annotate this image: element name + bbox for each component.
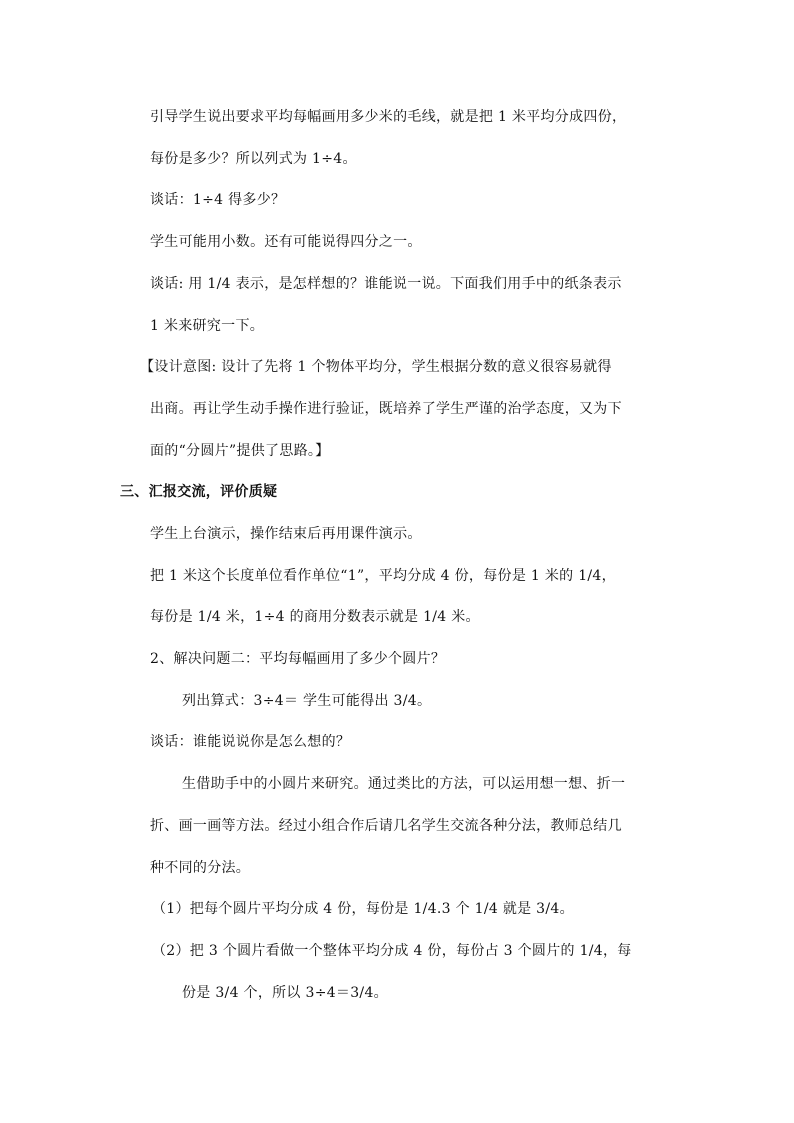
- dialogue-line-1: 谈话：1÷4 得多少？: [150, 192, 286, 208]
- problem-two-line: 2、解决问题二：平均每幅画用了多少个圆片？: [150, 651, 446, 667]
- section-heading: 三、汇报交流，评价质疑: [120, 484, 278, 500]
- paragraph-line-6: 把 1 米这个长度单位看作单位“1”，平均分成 4 份，每份是 1 米的 1/4，: [150, 568, 616, 584]
- design-intent-line-2: 出商。再让学生动手操作进行验证，既培养了学生严谨的治学态度，又为下: [150, 401, 622, 417]
- equation-line: 列出算式：3÷4＝ 学生可能得出 3/4。: [182, 693, 432, 709]
- paragraph-line-3: 学生可能用小数。还有可能说得四分之一。: [150, 234, 422, 250]
- paragraph-line-4: 1 米来研究一下。: [150, 318, 265, 334]
- method-one-line: （1）把每个圆片平均分成 4 份，每份是 1/4.3 个 1/4 就是 3/4。: [152, 901, 574, 917]
- paragraph-line-10: 种不同的分法。: [150, 860, 251, 876]
- paragraph-line-7: 每份是 1/4 米，1÷4 的商用分数表示就是 1/4 米。: [150, 609, 480, 625]
- method-two-line-2: 份是 3/4 个，所以 3÷4＝3/4。: [182, 985, 388, 1001]
- paragraph-line-9: 折、画一画等方法。经过小组合作后请几名学生交流各种分法，教师总结几: [150, 818, 622, 834]
- method-two-line-1: （2）把 3 个圆片看做一个整体平均分成 4 份，每份占 3 个圆片的 1/4，每: [152, 943, 632, 959]
- design-intent-line-1: 【设计意图: 设计了先将 1 个物体平均分，学生根据分数的意义很容易就得: [140, 359, 612, 375]
- design-intent-line-3: 面的“分圆片”提供了思路。】: [150, 443, 330, 459]
- paragraph-line-2: 每份是多少？所以列式为 1÷4。: [150, 151, 357, 167]
- dialogue-line-3: 谈话：谁能说说你是怎么想的？: [150, 734, 351, 750]
- paragraph-line-1: 引导学生说出要求平均每幅画用多少米的毛线，就是把 1 米平均分成四份，: [150, 109, 627, 125]
- paragraph-line-5: 学生上台演示，操作结束后再用课件演示。: [150, 526, 422, 542]
- dialogue-line-2: 谈话: 用 1/4 表示，是怎样想的？谁能说一说。下面我们用手中的纸条表示: [150, 276, 622, 292]
- paragraph-line-8: 生借助手中的小圆片来研究。通过类比的方法，可以运用想一想、折一: [182, 776, 626, 792]
